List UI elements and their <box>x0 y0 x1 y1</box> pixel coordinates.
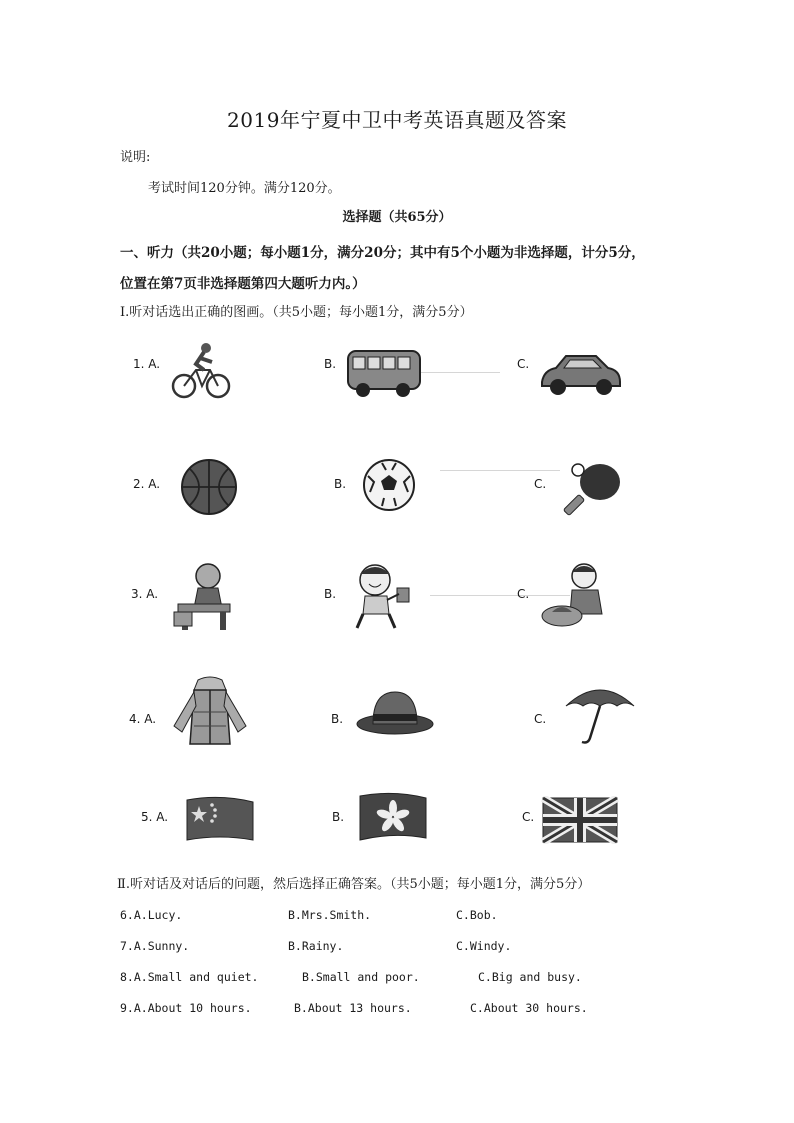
scan-mark <box>420 372 500 373</box>
car-icon <box>538 350 624 398</box>
question-4-option-c: C. <box>534 712 547 726</box>
question-8-option-a: 8.A.Small and quiet. <box>120 970 259 984</box>
jacket-icon <box>168 676 252 746</box>
scan-mark <box>440 470 560 471</box>
page-title: 2019年宁夏中卫中考英语真题及答案 <box>227 108 567 132</box>
question-6-option-c: C.Bob. <box>456 908 498 922</box>
question-9-option-c: C.About 30 hours. <box>470 1001 588 1015</box>
question-9-option-a: 9.A.About 10 hours. <box>120 1001 252 1015</box>
question-7-option-a: 7.A.Sunny. <box>120 939 190 953</box>
uk-flag-icon <box>541 796 619 844</box>
question-2-option-c: C. <box>534 477 547 491</box>
part2-heading: Ⅱ.听对话及对话后的问题，然后选择正确答案。（共5小题；每小题1分，满分5分） <box>117 877 591 892</box>
question-5-label: 5. A. <box>141 810 169 824</box>
question-9-option-b: B.About 13 hours. <box>294 1001 412 1015</box>
question-1-label: 1. A. <box>133 357 161 371</box>
question-8-option-b: B.Small and poor. <box>302 970 420 984</box>
child-painting-icon <box>345 560 417 632</box>
basketball-icon <box>180 458 238 516</box>
question-3-label: 3. A. <box>131 587 159 601</box>
section-heading: 选择题（共65分） <box>342 210 452 225</box>
student-at-desk-icon <box>170 560 236 632</box>
boy-washing-clothes-icon <box>540 560 612 632</box>
listening-instructions-line1: 一、听力（共20小题；每小题1分，满分20分；其中有5个小题为非选择题，计分5分， <box>120 245 645 261</box>
cyclist-icon <box>170 340 232 402</box>
ping-pong-paddle-icon <box>560 460 626 516</box>
question-3-option-c: C. <box>517 587 530 601</box>
hat-icon <box>355 688 435 736</box>
listening-instructions <box>120 238 680 300</box>
question-5-option-b: B. <box>332 810 345 824</box>
exam-info: 考试时间120分钟。满分120分。 <box>148 181 341 196</box>
question-1-option-c: C. <box>517 357 530 371</box>
question-7-option-c: C.Windy. <box>456 939 512 953</box>
question-4-label: 4. A. <box>129 712 157 726</box>
note-label: 说明: <box>120 150 151 165</box>
listening-instructions-line2: 位置在第7页非选择题第四大题听力内。） <box>120 276 366 292</box>
question-2-label: 2. A. <box>133 477 161 491</box>
question-3-option-b: B. <box>324 587 337 601</box>
question-5-option-c: C. <box>522 810 535 824</box>
soccer-ball-icon <box>360 458 418 512</box>
umbrella-icon <box>562 682 638 746</box>
question-4-option-b: B. <box>331 712 344 726</box>
question-2-option-b: B. <box>334 477 347 491</box>
china-flag-icon <box>185 796 255 844</box>
part1-heading: Ⅰ.听对话选出正确的图画。（共5小题；每小题1分，满分5分） <box>120 305 473 320</box>
school-bus-icon <box>345 345 423 399</box>
question-6-option-a: 6.A.Lucy. <box>120 908 183 922</box>
question-6-option-b: B.Mrs.Smith. <box>288 908 372 922</box>
question-1-option-b: B. <box>324 357 337 371</box>
question-7-option-b: B.Rainy. <box>288 939 344 953</box>
hong-kong-flag-icon <box>358 792 428 844</box>
question-8-option-c: C.Big and busy. <box>478 970 582 984</box>
